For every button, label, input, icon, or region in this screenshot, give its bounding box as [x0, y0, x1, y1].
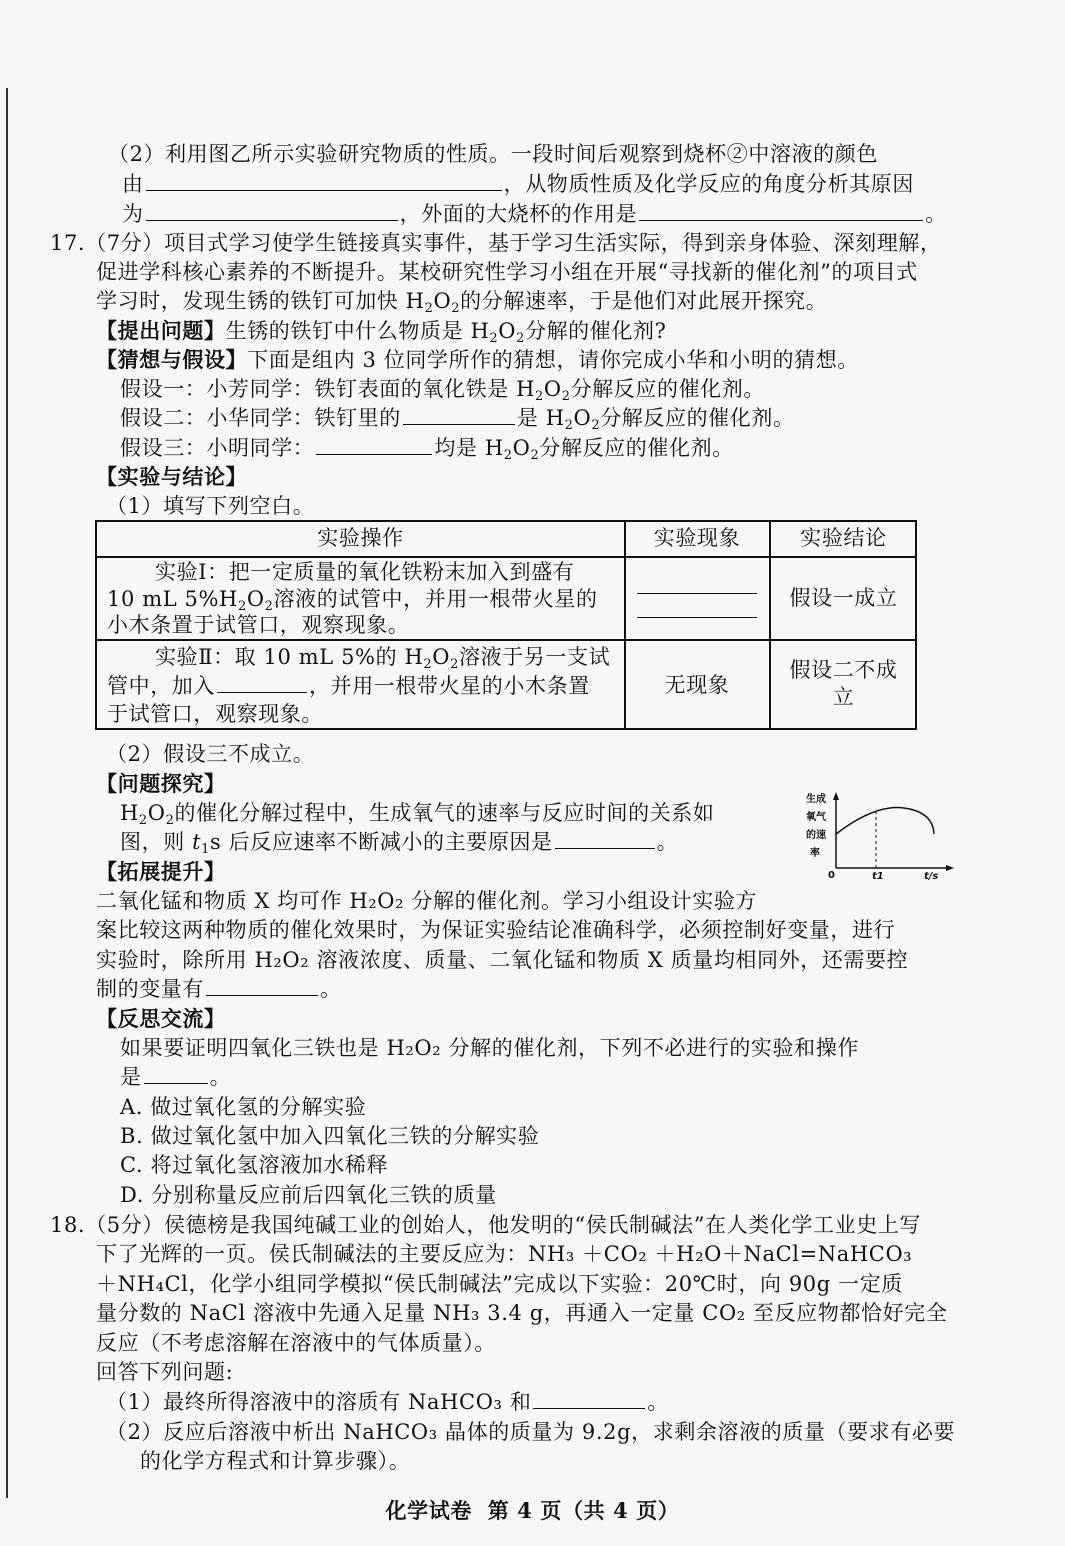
answer-blank[interactable]: [555, 828, 655, 849]
table-header-operation: 实验操作: [317, 526, 404, 550]
row1-op-line1: 实验Ⅰ：把一定质量的氧化铁粉末加入到盛有: [155, 560, 575, 584]
answer-blank[interactable]: [144, 1063, 208, 1084]
answer-blank[interactable]: [403, 404, 515, 425]
q18-line1: 18.（5分）侯德榜是我国纯碱工业的创始人，他发明的“侯氏制碱法”在人类化学工业史上写: [50, 1213, 922, 1237]
answer-blank[interactable]: [533, 1388, 645, 1409]
chart-t1-label: t1: [872, 871, 884, 880]
option-a: A. 做过氧化氢的分解实验: [120, 1095, 367, 1119]
chart-origin: 0: [828, 870, 835, 880]
chart-ylabel-4: 率: [810, 848, 820, 859]
answer-blank[interactable]: [637, 593, 757, 594]
q17-reflect-line1: 如果要证明四氧化三铁也是 H₂O₂ 分解的催化剂，下列不必进行的实验和操作: [120, 1036, 859, 1060]
chart-ylabel-1: 生成: [806, 794, 826, 805]
option-b: B. 做过氧化氢中加入四氧化三铁的分解实验: [120, 1124, 540, 1148]
row2-op-line2: 管中，加入 ，并用一根带火星的小木条置: [107, 674, 590, 698]
q17-explore-line2: 图，则 $t_1s$ 后反应速率不断减小的主要原因是 。: [120, 830, 679, 857]
q17-explore-line1: $H_2O_2$的催化分解过程中，生成氧气的速率与反应时间的关系如: [120, 801, 715, 828]
row2-op-line1: 实验Ⅱ：取 10 mL 5%的 $H_2O_2$溶液于另一支试: [155, 645, 611, 672]
q16-2-line1: （2）利用图乙所示实验研究物质的性质。一段时间后观察到烧杯②中溶液的颜色: [108, 142, 878, 166]
oxygen-rate-chart: [800, 790, 960, 880]
row1-op-line3: 小木条置于试管口，观察现象。: [107, 613, 410, 637]
q17-reflect-label: 【反思交流】: [96, 1006, 226, 1031]
chart-y-arrow: [833, 792, 839, 800]
q18-sub1: （1）最终所得溶液中的溶质有 NaHCO₃ 和 。: [106, 1390, 670, 1414]
q17-reflect-line2: 是 。: [120, 1065, 232, 1089]
option-c: C. 将过氧化氢溶液加水稀释: [120, 1153, 389, 1177]
q17-question: 【提出问题】生锈的铁钉中什么物质是 $H_2O_2$分解的催化剂?: [96, 318, 667, 346]
table-divider: [97, 639, 915, 641]
page-footer: 化学试卷 第 4 页（共 4 页）: [385, 1498, 680, 1523]
q17-exp-label: 【实验与结论】: [96, 464, 248, 489]
hypothesis-3: 假设三：小明同学： 均是 $H_2O_2$分解反应的催化剂。: [120, 436, 734, 463]
q18-sub2-line1: （2）反应后溶液中析出 NaHCO₃ 晶体的质量为 9.2g，求剩余溶液的质量（要求有必要: [106, 1420, 956, 1444]
q17-explore-label: 【问题探究】: [96, 771, 226, 796]
q17-extend-line2: 案比较这两种物质的催化效果时，为保证实验结论准确科学，必须控制好变量，进行: [96, 918, 896, 942]
row1-conclusion: 假设一成立: [789, 586, 898, 610]
q16-2-line2: 由 ，从物质性质及化学反应的角度分析其原因: [122, 172, 915, 196]
q17-p2: （2）假设三不成立。: [106, 742, 315, 766]
row1-op-line2: 10 mL $5\%H_2O_2$溶液的试管中，并用一根带火星的: [107, 587, 598, 614]
chart-xlabel: t/s: [924, 871, 939, 880]
answer-blank[interactable]: [217, 672, 307, 693]
q18-line4: 量分数的 NaCl 溶液中先通入足量 NH₃ 3.4 g，再通入一定量 CO₂ 至反应物都恰好完全: [96, 1301, 948, 1325]
table-header-phenomenon: 实验现象: [653, 526, 741, 550]
q18-sub2-line2: 的化学方程式和计算步骤）。: [140, 1449, 411, 1473]
q17-extend-line1: 二氧化锰和物质 X 均可作 H₂O₂ 分解的催化剂。学习小组设计实验方: [96, 889, 758, 913]
q17-extend-label: 【拓展提升】: [96, 859, 226, 884]
option-d: D. 分别称量反应前后四氧化三铁的质量: [120, 1183, 497, 1207]
q16-2-line3: 为 ，外面的大烧杯的作用是 。: [122, 202, 947, 226]
answer-blank[interactable]: [637, 617, 757, 618]
q17-intro-line2: 促进学科核心素养的不断提升。某校研究性学习小组在开展“寻找新的催化剂”的项目式: [96, 260, 918, 284]
experiment-table: [95, 520, 917, 730]
row2-conclusion-line1: 假设二不成: [789, 658, 898, 682]
q17-fill-label: （1）填写下列空白。: [106, 494, 315, 518]
chart-rate-curve: [836, 808, 934, 834]
q17-intro-line1: 17.（7分）项目式学习使学生链接真实事件，基于学习生活实际，得到亲身体验、深刻理解，: [50, 231, 942, 255]
row2-op-line3: 于试管口，观察现象。: [107, 702, 323, 726]
q18-line6: 回答下列问题:: [96, 1360, 234, 1384]
answer-blank[interactable]: [206, 975, 318, 996]
chart-x-arrow: [946, 865, 954, 871]
hypothesis-1: 假设一：小芳同学：铁钉表面的氧化铁是 $H_2O_2$分解反应的催化剂。: [120, 377, 765, 404]
q17-intro-line3: 学习时，发现生锈的铁钉可加快 $H_2O_2$的分解速率，于是他们对此展开探究。: [96, 289, 828, 316]
hypothesis-2: 假设二：小华同学：铁钉里的 是 $H_2O_2$分解反应的催化剂。: [120, 406, 795, 433]
q17-extend-line4: 制的变量有 。: [96, 977, 342, 1001]
answer-blank[interactable]: [146, 170, 502, 191]
chart-ylabel-2: 氧气: [806, 812, 826, 823]
answer-blank[interactable]: [146, 200, 398, 221]
row2-conclusion-line2: 立: [832, 685, 855, 709]
row2-phenomenon: 无现象: [664, 673, 730, 697]
answer-blank[interactable]: [316, 434, 432, 455]
table-header-conclusion: 实验结论: [800, 526, 887, 550]
q18-line3: ＋NH₄Cl，化学小组同学模拟“侯氏制碱法”完成以下实验：20℃时，向 90g 一定质: [96, 1272, 903, 1296]
q17-guess: 【猜想与假设】下面是组内 3 位同学所作的猜想，请你完成小华和小明的猜想。: [96, 347, 859, 372]
q18-line2: 下了光辉的一页。侯氏制碱法的主要反应为：NH₃ ＋CO₂ ＋H₂O＋NaCl=NaHCO₃: [96, 1242, 913, 1266]
q18-line5: 反应（不考虑溶解在溶液中的气体质量）。: [96, 1331, 496, 1355]
answer-blank[interactable]: [639, 200, 923, 221]
q17-extend-line3: 实验时，除所用 H₂O₂ 溶液浓度、质量、二氧化锰和物质 X 质量均相同外，还需要控: [96, 948, 909, 972]
chart-ylabel-3: 的速: [806, 830, 826, 841]
